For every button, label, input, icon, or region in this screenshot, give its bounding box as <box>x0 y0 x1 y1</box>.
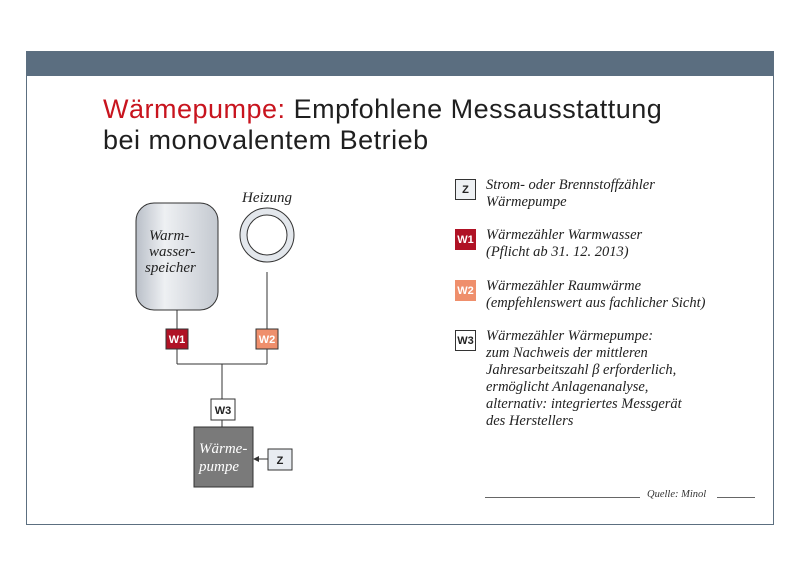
heat-pump <box>194 427 253 487</box>
source-credit <box>485 489 757 505</box>
z-meter-label: Z <box>276 455 284 467</box>
title-accent: Wärmepumpe: <box>103 94 286 124</box>
title-rest: Empfohlene Messausstattung <box>285 94 663 124</box>
tank-label: Warm- wasser- speicher <box>145 228 196 276</box>
legend-badge-w3: W3 <box>455 330 476 351</box>
legend-text-w2: Wärmezähler Raumwärme (empfehlenswert aus fachlicher Sicht) <box>486 278 706 311</box>
legend-text-z: Strom- oder Brennstoffzähler Wärmepumpe <box>486 177 655 210</box>
title-line2: bei monovalentem Betrieb <box>103 125 429 155</box>
legend-text-w3: Wärmezähler Wärmepumpe: zum Nachweis der mittleren Jahresarbeitszahl β erforderlich, ermöglicht Anlagenanalyse, alternativ: integriertes Messgerät des Herstellers <box>486 328 682 429</box>
source-text: Quelle: Minol <box>647 489 707 500</box>
slide-frame <box>26 51 774 525</box>
legend-badge-w2: W2 <box>455 280 476 301</box>
legend-text-w1: Wärmezähler Warmwasser (Pflicht ab 31. 12. 2013) <box>486 227 643 260</box>
legend-badge-w1: W1 <box>455 229 476 250</box>
source-rule-right <box>717 497 755 498</box>
legend-badge-z: Z <box>455 179 476 200</box>
heating-ring-inner <box>247 215 287 255</box>
arrow-head <box>253 456 259 462</box>
heating-label: Heizung <box>242 190 292 206</box>
heat-pump-label: Wärme- pumpe <box>199 441 248 475</box>
w3-meter-label: W3 <box>214 405 232 417</box>
source-rule-left <box>485 497 640 498</box>
w1-meter-label: W1 <box>168 334 186 346</box>
w2-meter-label: W2 <box>258 334 276 346</box>
